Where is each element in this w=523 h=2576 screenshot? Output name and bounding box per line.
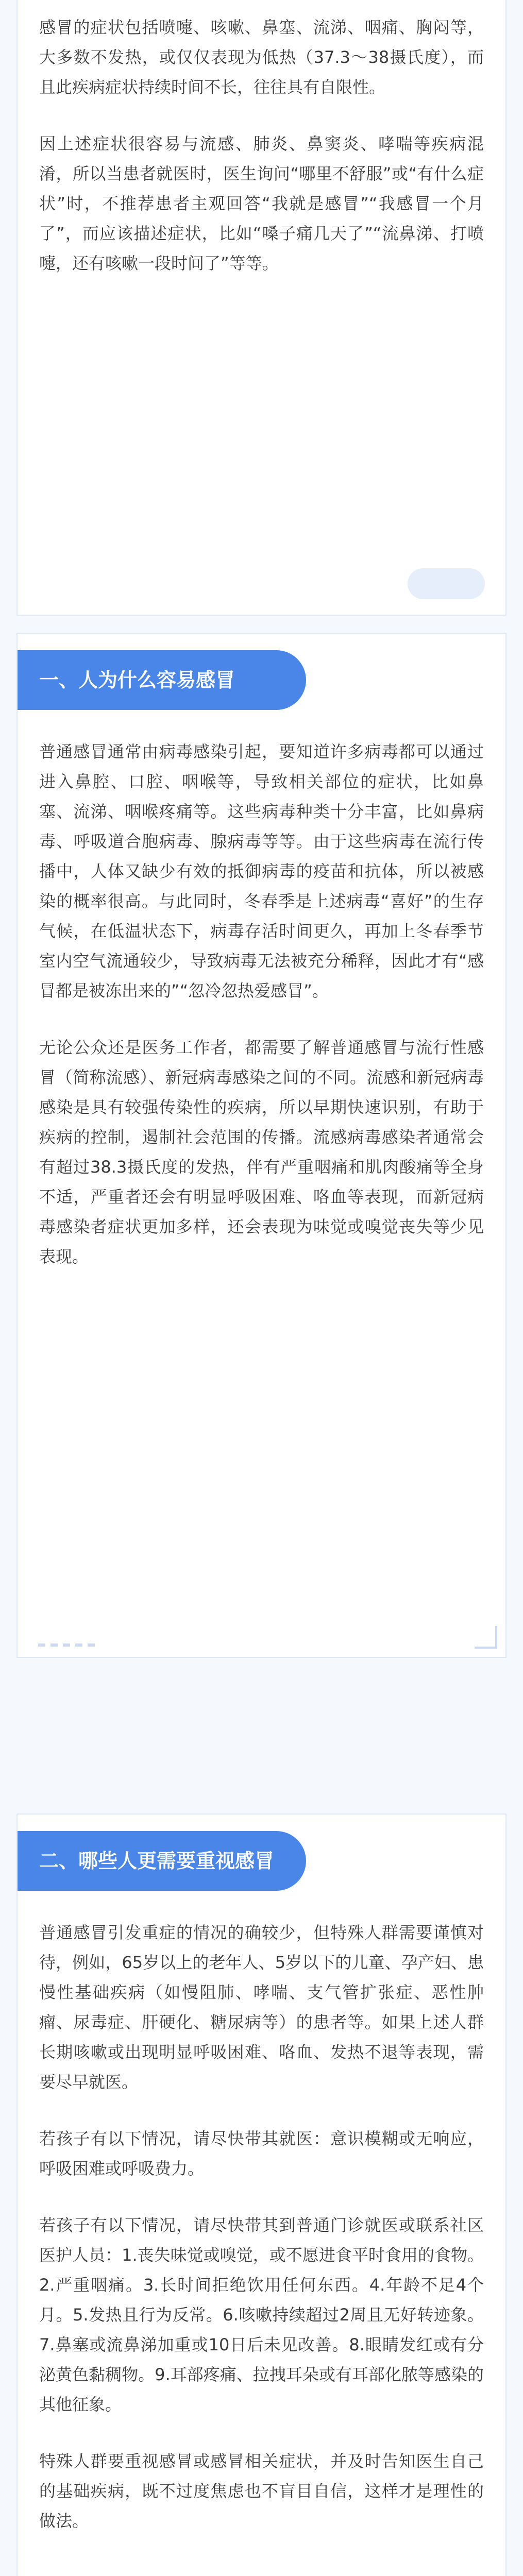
section-2-paragraph-4: 特殊人群要重视感冒或感冒相关症状，并及时告知医生自己的基础疾病，既不过度焦虑也不盲目自信，这样才是理性的做法。: [39, 2451, 484, 2531]
section-1-card: [16, 633, 507, 1658]
cloud-decoration: [408, 568, 485, 599]
section-2-paragraph-2: 若孩子有以下情况，请尽快带其就医：意识模糊或无响应，呼吸困难或呼吸费力。: [39, 2129, 484, 2178]
section-1-paragraph-2: 无论公众还是医务工作者，都需要了解普通感冒与流行性感冒（简称流感）、新冠病毒感染之间的不同。流感和新冠病毒感染是具有较强传染性的疾病，所以早期快速识别，有助于疾病的控制，遏制社会范围的传播。流感病毒感染者通常会有超过38.3摄氏度的发热，伴有严重咽痛和肌肉酸痛等全身不适，严重者还会有明显呼吸困难、咯血等表现，而新冠病毒感染者症状更加多样，还会表现为味觉或嗅觉丧失等少见表现。: [39, 1038, 484, 1266]
section-1-paragraph-1: 普通感冒通常由病毒感染引起，要知道许多病毒都可以通过进入鼻腔、口腔、咽喉等，导致相关部位的症状，比如鼻塞、流涕、咽喉疼痛等。这些病毒种类十分丰富，比如鼻病毒、呼吸道合胞病毒、腺病毒等等。由于这些病毒在流行传播中，人体又缺少有效的抵御病毒的疫苗和抗体，所以被感染的概率很高。与此同时，冬春季是上述病毒“喜好”的生存气候，在低温状态下，病毒存活时间更久，再加上冬春季节室内空气流通较少，导致病毒无法被充分稀释，因此才有“感冒都是被冻出来的”“忽冷忽热爱感冒”。: [39, 742, 484, 1001]
corner-decoration: [475, 1626, 497, 1649]
dashed-decoration: [38, 1643, 100, 1647]
section-2-paragraph-3: 若孩子有以下情况，请尽快带其到普通门诊就医或联系社区医护人员：1.丧失味觉或嗅觉，或不愿进食平时食用的食物。2.严重咽痛。3.长时间拒绝饮用任何东西。4.年龄不足4个月。5.发热且行为反常。6.咳嗽持续超过2周且无好转迹象。7.鼻塞或流鼻涕加重或10日后未见改善。8.眼睛发红或有分泌黄色黏稠物。9.耳部疼痛、拉拽耳朵或有耳部化脓等感染的其他征象。: [39, 2215, 484, 2414]
section-2-card: [16, 1814, 507, 2576]
section-1-title: 一、人为什么容易感冒: [18, 650, 306, 710]
section-2-title: 二、哪些人更需要重视感冒: [18, 1831, 306, 1891]
intro-paragraph-1: 感冒的症状包括喷嚏、咳嗽、鼻塞、流涕、咽痛、胸闷等，大多数不发热，或仅仅表现为低热（37.3～38摄氏度），而且此疾病症状持续时间不长，往往具有自限性。: [39, 18, 484, 97]
section-2-paragraph-1: 普通感冒引发重症的情况的确较少，但特殊人群需要谨慎对待，例如，65岁以上的老年人、5岁以下的儿童、孕产妇、患慢性基础疾病（如慢阻肺、哮喘、支气管扩张症、恶性肿瘤、尿毒症、肝硬化、糖尿病等）的患者等。如果上述人群长期咳嗽或出现明显呼吸困难、咯血、发热不退等表现，需要尽早就医。: [39, 1923, 484, 2092]
intro-card: [16, 0, 507, 616]
intro-paragraph-2: 因上述症状很容易与流感、肺炎、鼻窦炎、哮喘等疾病混淆，所以当患者就医时，医生询问“哪里不舒服”或“有什么症状”时，不推荐患者主观回答“我就是感冒”“我感冒一个月了”，而应该描述症状，比如“嗓子痛几天了”“流鼻涕、打喷嚏，还有咳嗽一段时间了”等等。: [39, 134, 484, 273]
